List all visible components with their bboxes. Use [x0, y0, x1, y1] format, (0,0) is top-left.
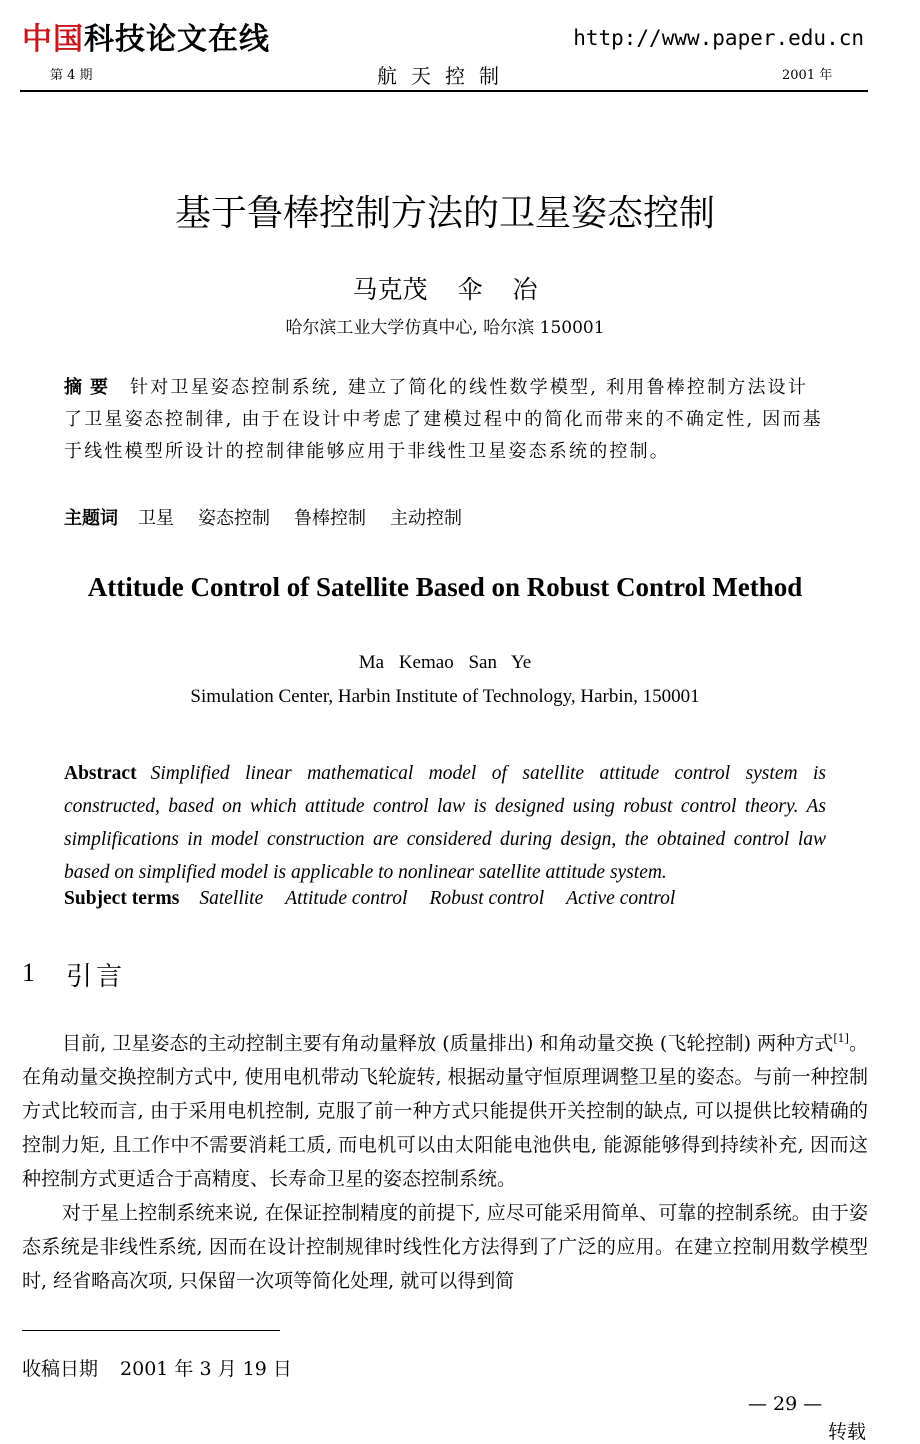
logo-red-text: 中国: [22, 22, 84, 57]
section-title: 引言: [66, 962, 127, 992]
abstract-en: [64, 757, 826, 889]
paper-title-cn: 基于鲁棒控制方法的卫星姿态控制: [174, 193, 715, 234]
footnote-rule: [22, 1330, 280, 1331]
keyword-en: Robust control: [429, 888, 545, 909]
issue-number: 第 4 期: [50, 68, 93, 83]
paragraph: 对于星上控制系统来说, 在保证控制精度的前提下, 应尽可能采用简单、可靠的控制系统。由于姿态系统是非线性系统, 因而在设计控制规律时线性化方法得到了广泛的应用。在建立控制用数学模型时, 经省略高次项, 只保留一次项等简化处理, 就可以得到简: [22, 1202, 868, 1293]
reprint-mark: 转载: [828, 1421, 867, 1443]
keyword-cn: 卫星: [138, 508, 174, 529]
footnote: [22, 1354, 292, 1381]
keywords-en: [64, 888, 697, 910]
paragraph-text: 目前, 卫星姿态的主动控制主要有角动量释放 (质量排出) 和角动量交换 (飞轮控制) 两种方式: [62, 1032, 834, 1055]
footnote-date: 2001 年 3 月 19 日: [120, 1358, 292, 1380]
paper-title-en: Attitude Control of Satellite Based on Robust Control Method: [87, 572, 803, 602]
issue-year: 2001 年: [782, 68, 833, 83]
section-number: 1: [22, 958, 35, 987]
affiliation-en: Simulation Center, Harbin Institute of Technology, Harbin, 150001: [190, 686, 700, 707]
paragraph: [22, 1022, 868, 1196]
header-rule: [20, 90, 868, 92]
section-body: [22, 1022, 868, 1298]
abstract-cn: [64, 372, 826, 468]
logo-black-text: 科技论文在线: [84, 22, 270, 57]
authors-en: Ma Kemao San Ye: [358, 652, 532, 673]
page-number: — 29 —: [748, 1393, 823, 1415]
keyword-cn: 姿态控制: [198, 508, 270, 529]
keywords-en-label: Subject terms: [64, 888, 180, 909]
logo: [22, 14, 270, 58]
keyword-en: Satellite: [199, 888, 264, 909]
keyword-cn: 鲁棒控制: [294, 508, 366, 529]
abstract-cn-label: 摘要: [64, 377, 116, 398]
keywords-cn-label: 主题词: [64, 508, 118, 529]
footnote-label: 收稿日期: [22, 1358, 99, 1380]
abstract-en-label: Abstract: [64, 763, 137, 784]
abstract-en-text: Simplified linear mathematical model of satellite attitude control system is constructed, based on which attitude control law is designed using robust control theory. As simplifications in model construction are considered during design, the obtained control law based on simplified model is applicable to nonlinear satellite attitude system.: [64, 763, 826, 883]
citation-ref[interactable]: [1]: [833, 1032, 849, 1045]
keyword-en: Active control: [566, 888, 676, 909]
authors-cn: 马克茂 伞 冶: [352, 275, 538, 304]
abstract-cn-text: 针对卫星姿态控制系统, 建立了简化的线性数学模型, 利用鲁棒控制方法设计了卫星姿态控制律, 由于在设计中考虑了建模过程中的简化而带来的不确定性, 因而基于线性模型所设计的控制律能够应用于非线性卫星姿态系统的控制。: [64, 377, 823, 462]
keyword-cn: 主动控制: [390, 508, 462, 529]
affiliation-cn: 哈尔滨工业大学仿真中心, 哈尔滨 150001: [285, 318, 605, 338]
site-url[interactable]: http://www.paper.edu.cn: [573, 26, 864, 50]
keywords-cn: [64, 504, 486, 530]
keyword-en: Attitude control: [285, 888, 408, 909]
paragraph-text: 。在角动量交换控制方式中, 使用电机带动飞轮旋转, 根据动量守恒原理调整卫星的姿态。与前一种控制方式比较而言, 由于采用电机控制, 克服了前一种方式只能提供开关控制的缺点, 可以提供比较精确的控制力矩, 且工作中不需要消耗工质, 而电机可以由太阳能电池供电, 能源能够得到持续补充, 因而这种控制方式更适合于高精度、长寿命卫星的姿态控制系统。: [22, 1032, 868, 1191]
journal-name: 航天控制: [377, 64, 513, 88]
